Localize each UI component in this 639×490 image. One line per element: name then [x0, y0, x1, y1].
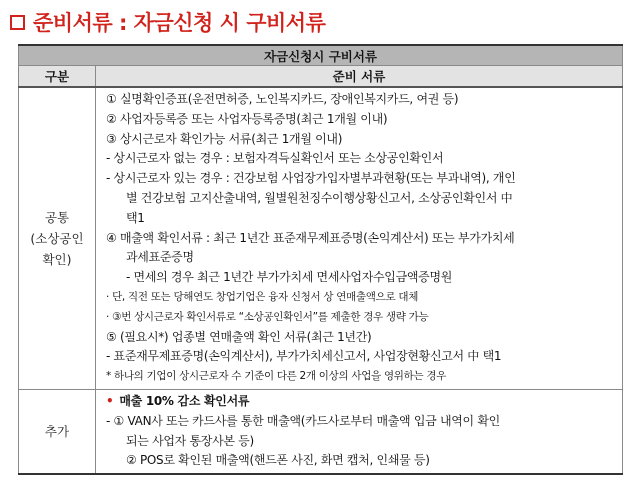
category-label: 확인): [42, 251, 72, 267]
document-line-text: ⑤ (필요시*) 업종별 연매출액 확인 서류(최근 1년간): [106, 329, 372, 344]
document-line: [102, 189, 616, 209]
document-line-text: - 표준재무제표증명(손익계산서), 부가가치세신고서, 사업장현황신고서 中 택1: [106, 349, 502, 364]
document-line-text: ‧ ③번 상시근로자 확인서류로 “소상공인확인서”를 제출한 경우 생략 가능: [106, 310, 429, 323]
document-line: [102, 308, 616, 328]
document-line-text: 과세표준증명: [126, 250, 194, 265]
table-row-additional: [19, 389, 623, 474]
document-line-text: ② 사업자등록증 또는 사업자등록증명(최근 1개월 이내): [106, 111, 388, 126]
documents-cell-additional: [96, 389, 623, 474]
document-line: [102, 209, 616, 229]
document-line: [102, 90, 616, 110]
red-bullet-icon: •: [106, 393, 114, 408]
document-line-text: ④ 매출액 확인서류 : 최근 1년간 표준재무제표증명(손익계산서) 또는 부가가치세: [106, 230, 515, 245]
document-line: [102, 367, 616, 387]
document-line: [102, 412, 616, 432]
document-line: [102, 432, 616, 452]
section-title: [10, 8, 325, 36]
document-line: [102, 451, 616, 471]
document-line-text: - 면세의 경우 최근 1년간 부가가치세 면세사업자수입금액증명원: [126, 270, 453, 285]
document-line: [102, 149, 616, 169]
category-label: 추가: [44, 424, 70, 440]
category-cell-common: [19, 87, 96, 389]
category-label: 공통: [44, 209, 70, 225]
document-line: [102, 328, 616, 348]
document-line-text: - 상시근로자 있는 경우 : 건강보험 사업장가입자별부과현황(또는 부과내역), 개인: [106, 171, 516, 186]
document-line: [102, 268, 616, 288]
document-line-text: ③ 상시근로자 확인가능 서류(최근 1개월 이내): [106, 131, 343, 146]
document-line-text: 되는 사업자 통장사본 등): [126, 433, 254, 448]
header-category: 구분: [19, 66, 96, 88]
document-line-text: 별 건강보험 고지산출내역, 월별원천징수이행상황신고서, 소상공인확인서 中: [126, 190, 513, 205]
document-line-text: ‧ 단, 직전 또는 당해연도 창업기업은 융자 신청서 상 연매출액으로 대체: [106, 290, 419, 303]
documents-cell-common: [96, 87, 623, 389]
document-line: [102, 392, 616, 412]
document-line: [102, 169, 616, 189]
table-caption: 자금신청시 구비서류: [19, 45, 623, 66]
category-cell-additional: [19, 389, 96, 474]
header-documents: 준비 서류: [96, 66, 623, 88]
document-line: [102, 347, 616, 367]
document-line-text: - 상시근로자 없는 경우 : 보험자격득실확인서 또는 소상공인확인서: [106, 151, 444, 166]
document-line-text: - ① VAN사 또는 카드사를 통한 매출액(카드사로부터 매출액 입금 내역이 확인: [106, 413, 500, 428]
document-line-text: ① 실명확인증표(운전면허증, 노인복지카드, 장애인복지카드, 여권 등): [106, 92, 459, 106]
document-line-text: ② POS로 확인된 매출액(핸드폰 사진, 화면 캡처, 인쇄물 등): [126, 453, 430, 468]
document-line-text: 매출 10% 감소 확인서류: [119, 393, 250, 408]
document-line: [102, 248, 616, 268]
table-row-common: [19, 87, 623, 389]
document-line-text: * 하나의 기업이 상시근로자 수 기준이 다른 2개 이상의 사업을 영위하는 경우: [106, 370, 447, 383]
document-line: [102, 130, 616, 150]
document-line: [102, 288, 616, 308]
category-label: (소상공인: [30, 230, 84, 246]
document-line: [102, 110, 616, 130]
document-line: [102, 229, 616, 249]
required-documents-table: [18, 44, 623, 475]
section-title-text: 준비서류 : 자금신청 시 구비서류: [33, 11, 326, 35]
empty-square-icon: [10, 15, 25, 30]
document-line-text: 택1: [126, 210, 145, 225]
